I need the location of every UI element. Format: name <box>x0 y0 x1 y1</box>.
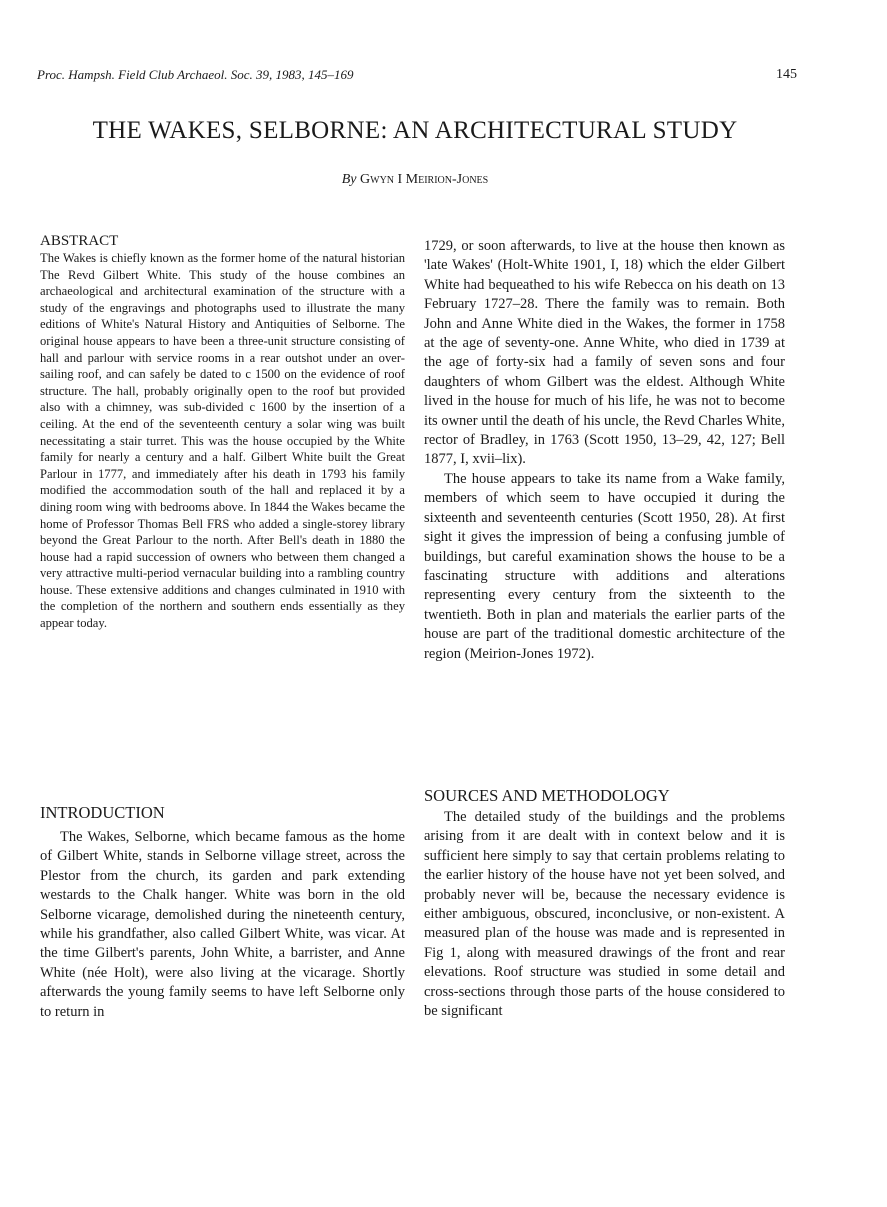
right-column-paragraph-2: The house appears to take its name from a Wake family, members of which seem to have occupied it during the sixteenth and seventeenth centuries (Scott 1950, 28). At first sight it gives the impression of being a confusing jumble of buildings, but careful examination shows the house to be a fascinating structure with additions and alterations representing every century from the sixteenth to the twentieth. Both in plan and materials the earlier parts of the house are part of the traditional domestic architecture of the region (Meirion-Jones 1972). <box>424 470 785 662</box>
introduction-heading: INTRODUCTION <box>40 803 165 822</box>
sources-text: The detailed study of the buildings and the problems arising from it are dealt with in context below and it is sufficient here simply to say that certain problems relating to the earlier history of the house have not yet been solved, and probably never will be, because the necessary evidence is either ambiguous, obscured, inconclusive, or non-existent. A measured plan of the house was made and is represented in Fig 1, along with measured drawings of the front and rear elevations. Roof structure was studied in some detail and cross-sections through those parts of the house considered to be significant <box>424 809 785 1020</box>
page-number: 145 <box>776 67 797 82</box>
right-column-paragraph-1: 1729, or soon afterwards, to live at the house then known as 'late Wakes' (Holt-White 1901, I, 18) which the elder Gilbert White had bequeathed to his wife Rebecca on his death on 13 February 1727–28. There the family was to remain. Both John and Anne White died in the Wakes, the former in 1758 at the age of seventy-one. Anne White, who died in 1739 at the age of forty-six had a family of seven sons and four daughters of whom Gilbert was the eldest. Although White lived in the house for much of his life, he was not to become its owner until the death of his uncle, the Revd Charles White, rector of Bradley, in 1763 (Scott 1950, 13–29, 42, 127; Bell 1877, I, xvii–lix). <box>424 238 785 468</box>
running-header <box>37 67 797 83</box>
introduction-section <box>40 828 405 1022</box>
article-title: THE WAKES, SELBORNE: AN ARCHITECTURAL STUDY <box>92 117 738 144</box>
abstract-text: The Wakes is chiefly known as the former home of the natural historian The Revd Gilbert White. This study of the house combines an archaeological and architectural examination of the structure with a study of the engravings and photographs used to illustrate the many editions of White's Natural History and Antiquities of Selborne. The original house appears to have been a three-unit structure consisting of hall and parlour with service rooms in a rear outshot under an over-sailing roof, and can safely be dated to c 1500 on the evidence of roof structure. The hall, probably originally open to the roof but provided also with a chimney, was sub-divided c 1600 by the insertion of a ceiling. At the end of the seventeenth century a solar wing was built necessitating a stair turret. This was the house occupied by the White family for nearly a century and a half. Gilbert White built the Great Parlour in 1777, and immediately after his death in 1793 his family modified the accommodation south of the hall and replaced it by a dining room wing with bedrooms above. In 1844 the Wakes became the home of Professor Thomas Bell FRS who added a single-storey library beyond the Great Parlour to the north. After Bell's death in 1880 the house had a rapid succession of owners who between them changed a very attractive multi-period vernacular building into a rambling country house. These extensive additions and changes culminated in 1910 with the completion of the northern and southern ends essentially as they appear today. <box>40 251 405 631</box>
right-column-section <box>424 237 785 664</box>
abstract-heading: ABSTRACT <box>40 233 119 249</box>
author-name: Gwyn I Meirion-Jones <box>360 172 489 187</box>
byline <box>0 172 830 188</box>
sources-section <box>424 808 785 1021</box>
journal-citation: Proc. Hampsh. Field Club Archaeol. Soc. 39, 1983, 145–169 <box>37 67 354 82</box>
abstract-section <box>40 232 405 632</box>
byline-by: By <box>341 172 357 187</box>
sources-heading: SOURCES AND METHODOLOGY <box>424 786 670 805</box>
introduction-text: The Wakes, Selborne, which became famous as the home of Gilbert White, stands in Selborne village street, across the Plestor from the church, its garden and park extending westards to the Chalk hanger. White was born in the old Selborne vicarage, demolished during the nineteenth century, while his grandfather, also called Gilbert White, was vicar. At the time Gilbert's parents, John White, a barrister, and Anne White (née Holt), were also living at the vicarage. Shortly afterwards the young family seems to have left Selborne only to return in <box>40 829 405 1020</box>
